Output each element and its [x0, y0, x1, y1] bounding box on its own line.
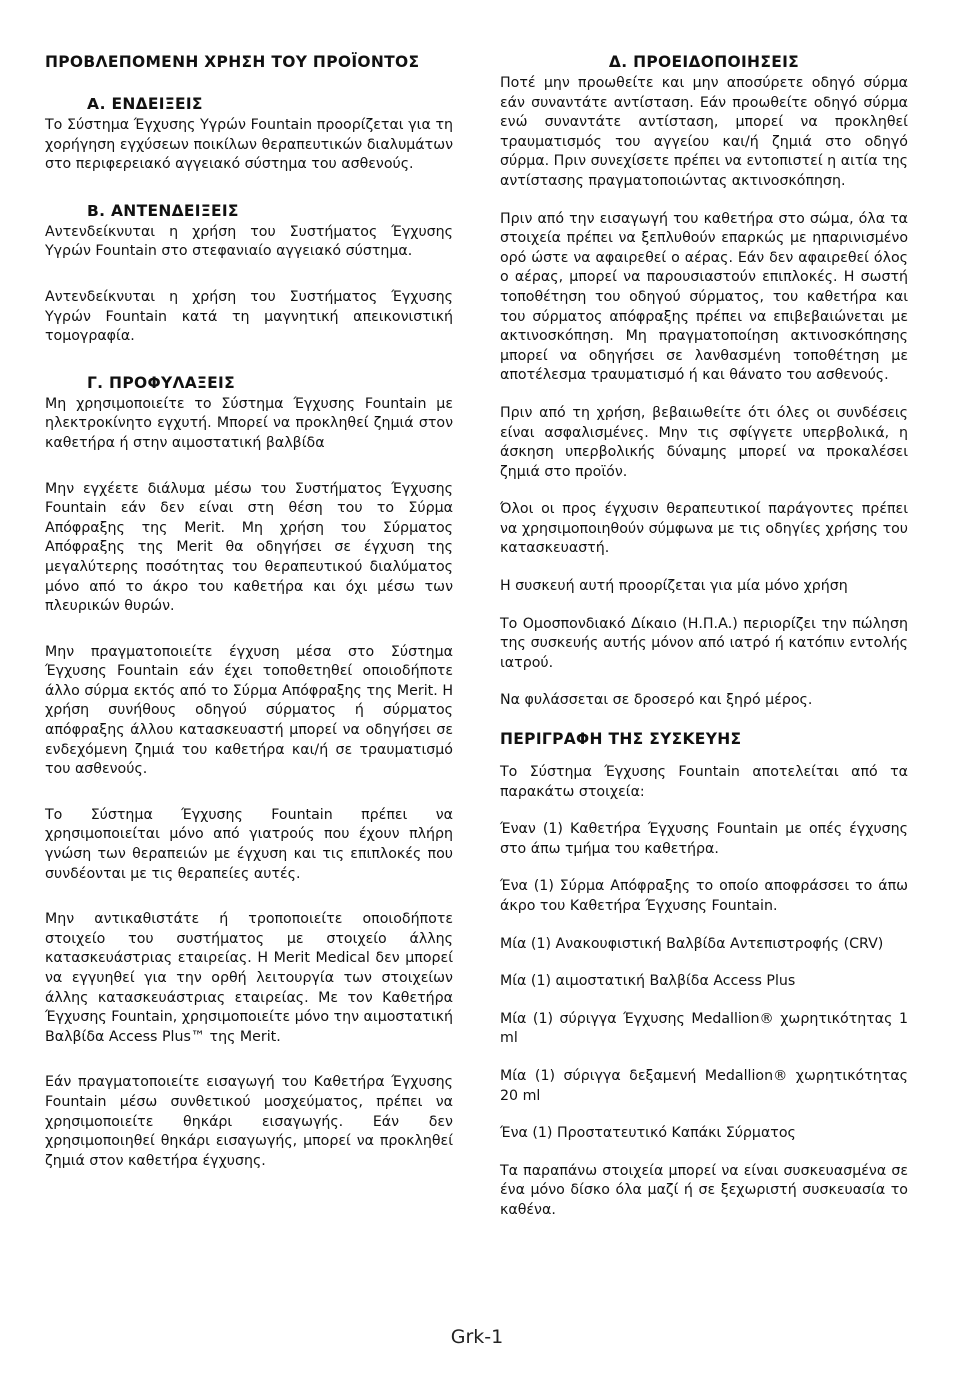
warnings-text-2: Πριν από την εισαγωγή του καθετήρα στο σώμα, όλα τα στοιχεία πρέπει να ξεπλυθούν επαρκώς με ηπαρινισμένο ορό ώστε να αφαιρεθεί ο αέρας. Εάν δεν αφαιρεθεί όλος ο αέρας, μπορεί να παρουσιαστούν επιπλοκές. Η σωστή τοποθέτηση του οδηγού σύρματος, του καθετήρα και του σύρματος απόφραξης πρέπει να επιβεβαιώνεται με ακτινοσκόπηση. Μη πραγματοποίηση ακτινοσκόπησης μπορεί να οδηγήσει σε λανθασμένη τοποθέτηση με αποτέλεσμα τραυματισμό ή και θάνατο του ασθενούς. [500, 210, 908, 384]
right-column [500, 52, 908, 1221]
description-item-crv: Μία (1) Ανακουφιστική Βαλβίδα Αντεπιστροφής (CRV) [500, 935, 884, 952]
contraindications-text-2: Αντενδείκνυται η χρήση του Συστήματος Έγχυσης Υγρών Fountain κατά τη μαγνητική απεικονιστική τομογραφία. [45, 288, 453, 345]
heading-precautions: Γ. ΠΡΟΦΥΛΑΞΕΙΣ [87, 373, 235, 392]
precautions-text-4: Το Σύστημα Έγχυσης Fountain πρέπει να χρησιμοποιείται μόνο από γιατρούς που έχουν πλήρη γνώση των θεραπειών με έγχυση και τις επιπλοκές που συνδέονται με τις θεραπείες αυτές. [45, 806, 453, 882]
description-item-syringe-20ml: Μία (1) σύριγγα δεξαμενή Medallion® χωρητικότητας 20 ml [500, 1067, 908, 1104]
precautions-text-6: Εάν πραγματοποιείτε εισαγωγή του Καθετήρα Έγχυσης Fountain μέσω συνθετικού μοσχεύματος, πρέπει να χρησιμοποιείτε θηκάρι εισαγωγής. Εάν δεν χρησιμοποιηθεί θηκάρι εισαγωγής, μπορεί να προκληθεί ζημιά στον καθετήρα έγχυσης. [45, 1074, 453, 1169]
description-text-packaging: Τα παραπάνω στοιχεία μπορεί να είναι συσκευασμένα σε ένα μόνο δίσκο όλα μαζί ή σε ξεχωριστή συσκευασία το καθένα. [500, 1162, 908, 1218]
heading-device-description: ΠΕΡΙΓΡΑΦΗ ΤΗΣ ΣΥΣΚΕΥΗΣ [500, 730, 742, 749]
warnings-text-6: Το Ομοσπονδιακό Δίκαιο (Η.Π.Α.) περιορίζει την πώληση της συσκευής αυτής μόνον από ιατρό ή κατόπιν εντολής ιατρού. [500, 615, 908, 671]
section-title-intended-use: ΠΡΟΒΛΕΠΟΜΕΝΗ ΧΡΗΣΗ ΤΟΥ ΠΡΟΪΟΝΤΟΣ [45, 53, 420, 71]
indications-text: Το Σύστημα Έγχυσης Υγρών Fountain προορίζεται για τη χορήγηση εγχύσεων ποικίλων θεραπευτικών διαλυμάτων στο περιφερειακό αγγειακό σύστημα του ασθενούς. [45, 117, 453, 173]
description-item-hemostasis-valve: Μία (1) αιμοστατική Βαλβίδα Access Plus [500, 973, 796, 990]
warnings-text-1: Ποτέ μην προωθείτε και μην αποσύρετε οδηγό σύρμα εάν συναντάτε αντίσταση. Εάν προωθείτε οδηγό σύρμα ενώ συναντάτε αντίσταση, μπορεί να προκληθεί τραυματισμός του αγγείου και/ή ζημιά στο οδηγό σύρμα. Πριν συνεχίσετε πρέπει να εντοπιστεί η αιτία της αντίστασης πραγματοποιώντας ακτινοσκόπηση. [500, 75, 908, 189]
left-column [45, 52, 453, 1171]
precautions-text-3: Μην πραγματοποιείτε έγχυση μέσα στο Σύστημα Έγχυσης Fountain εάν έχει τοποθετηθεί οποιοδήποτε άλλο σύρμα εκτός από το Σύρμα Απόφραξης της Merit. Η χρήση συνήθους οδηγού σύρματος ή σύρματος απόφραξης άλλου κατασκευαστή μπορεί να οδηγήσει σε ενδεχόμενη ζημιά του καθετήρα και/ή σε τραυματισμό του ασθενούς. [45, 643, 453, 778]
warnings-text-5: Η συσκευή αυτή προορίζεται για μία μόνο χρήση [500, 578, 848, 595]
precautions-text-5: Μην αντικαθιστάτε ή τροποποιείτε οποιοδήποτε στοιχείο του συστήματος με στοιχείο άλλης κατασκευάστριας εταιρείας. Η Merit Medical δεν μπορεί να εγγυηθεί για την ορθή λειτουργία των στοιχείων άλλης κατασκευάστριας εταιρείας. Με τον Καθετήρα Έγχυσης Fountain, χρησιμοποιείτε μόνο την αιμοστατική Βαλβίδα Access Plus™ της Merit. [45, 911, 453, 1045]
heading-warnings: Δ. ΠΡΟΕΙΔΟΠΟΙΗΣΕΙΣ [608, 53, 800, 71]
page-number: Grk-1 [450, 1326, 504, 1348]
description-text-1: Το Σύστημα Έγχυσης Fountain αποτελείται από τα παρακάτω στοιχεία: [500, 764, 908, 800]
heading-contraindications: B. ΑΝΤΕΝΔΕΙΞΕΙΣ [87, 201, 239, 220]
warnings-text-7: Να φυλάσσεται σε δροσερό και ξηρό μέρος. [500, 692, 813, 709]
description-item-syringe-1ml: Μία (1) σύριγγα Έγχυσης Medallion® χωρητικότητας 1 ml [500, 1010, 908, 1047]
precautions-text-1: Μη χρησιμοποιείτε το Σύστημα Έγχυσης Fountain με ηλεκτροκίνητο εγχυτή. Μπορεί να προκληθεί ζημιά στον καθετήρα ή στην αιμοστατική βαλβίδα [45, 395, 453, 451]
heading-indications: A. ΕΝΔΕΙΞΕΙΣ [87, 95, 203, 113]
warnings-text-4: Όλοι οι προς έγχυσιν θεραπευτικοί παράγοντες πρέπει να χρησιμοποιηθούν σύμφωνα με τις οδηγίες χρήσης του κατασκευαστή. [500, 501, 908, 557]
description-item-wire-cap: Ένα (1) Προστατευτικό Καπάκι Σύρματος [500, 1125, 796, 1142]
warnings-text-3: Πριν από τη χρήση, βεβαιωθείτε ότι όλες οι συνδέσεις είναι ασφαλισμένες. Μην τις σφίγγετε υπερβολικά, η άσκηση υπερβολικής δύναμης μπορεί να προκαλέσει ζημιά στο προϊόν. [500, 404, 908, 480]
description-item-occluding-wire: Ένα (1) Σύρμα Απόφραξης το οποίο αποφράσσει το άπω άκρο του Καθετήρα Έγχυσης Fountain. [500, 878, 908, 914]
precautions-text-2: Μην εγχέετε διάλυμα μέσω του Συστήματος Έγχυσης Fountain εάν δεν είναι στη θέση του το Σύρμα Απόφραξης της Merit. Μη χρήση του Σύρματος Απόφραξης της Merit θα οδηγήσει σε έγχυση της μεγαλύτερης ποσότητας του θεραπευτικού διαλύματος μόνο από το άκρο του καθετήρα και όχι μέσω των πλευρικών θυρών. [45, 480, 453, 615]
contraindications-text-1: Αντενδείκνυται η χρήση του Συστήματος Έγχυσης Υγρών Fountain στο στεφανιαίο αγγειακό σύστημα. [45, 223, 453, 260]
description-item-catheter: Έναν (1) Καθετήρα Έγχυσης Fountain με οπές έγχυσης στο άπω τμήμα του καθετήρα. [500, 821, 908, 857]
